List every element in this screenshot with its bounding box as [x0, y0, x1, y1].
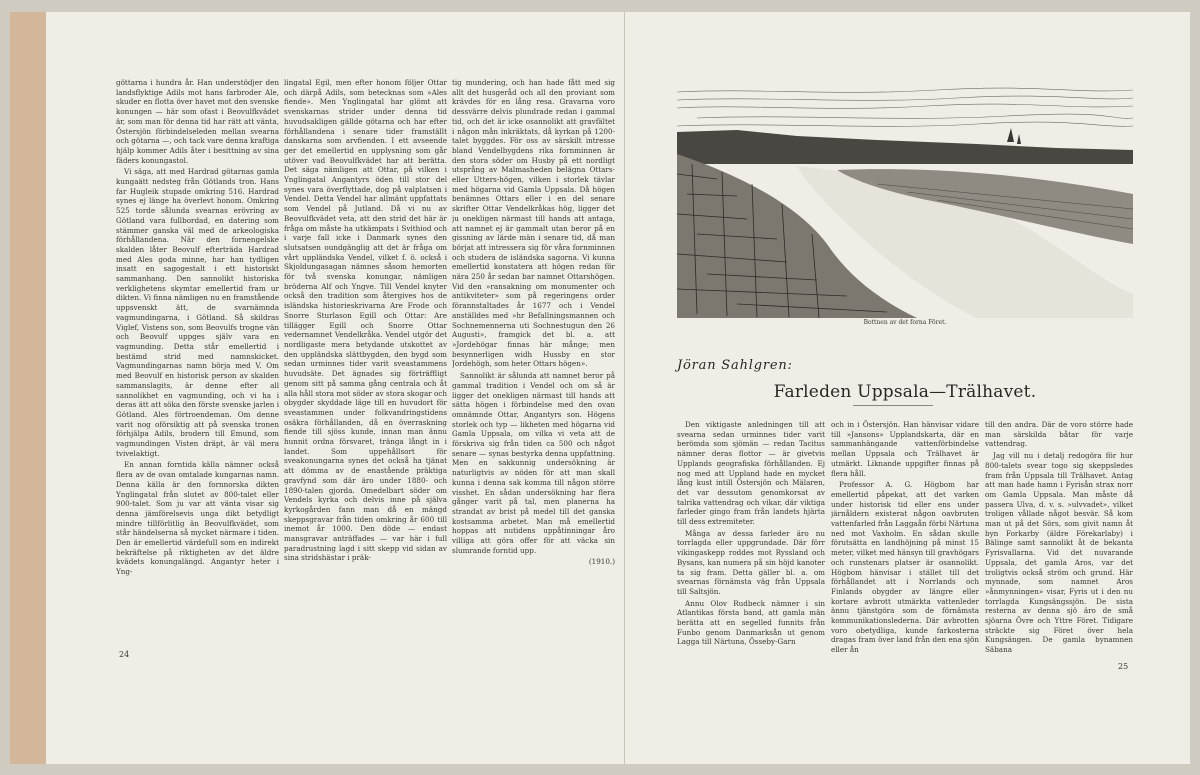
paragraph: tig mundering, och han hade fått med sig allt det husgeråd och all den proviant som krävdes för en lång resa. Gravarna voro dessvärre delvis plundrade redan i gammal tid, och det är icke osannolikt att gravfältet i någon mån inkräktats, då kyrkan på 1200-talet byggdes. För oss av särskilt intresse bland Vendelbygdens rika fornminnen är den stora söder om Husby på ett nordligt utsprång av Malmasheden belägna Ottars- eller Utters-högen, vilken i storlek tävlar med högarna vid Gamla Uppsala. Då högen benämnes Ottars eller i en del senare skrifter Ottar Vendelkråkas hög, ligger det ju onekligen närmast till hands att antaga, att namnet ej är gammalt utan beror på en gissning av lärde män i senare tid, då man börjat att intressera sig för våra fornminnen och studera de isländska sagorna. Vi kunna emellertid konstatera att högen redan för nära 250 år sedan bar namnet Ottarshögen. Vid den »ransakning om monumenter och antikviteter» som på regeringens order förannstaltades år 1677 och i Vendel anställdes med »hr Befallningsmannen och Sochnemennerna uti Sochnestugun den 26 Augusti», framgick det bl. a. att »Jordehögar finnas här månge; men besynnerligen widh Hussby en stor Jordehögh, som heter Ottars högen».	[452, 78, 615, 369]
left-column-1	[116, 78, 279, 638]
paragraph: Många av dessa farleder äro nu torrlagda eller uppgrundade. Där förr vikingaskepp roddes mot Ryssland och Bysans, kan numera på sin höjd kanoter ta sig fram. Detta gäller bl. a. om svearnas förnämsta väg från Uppsala till Saltsjön.	[677, 528, 825, 596]
paragraph: En annan forntida källa nämner också flera av de ovan omtalade kungarnas namn. Denna källa är den fornnorska dikten Ynglingatal från slutet av 800-talet eller 900-talet. Som ju var att vänta visar sig denna jämförelsevis unga dikt betydligt mindre tillförlitlig än Beovulfkvädet, som står händelserna så mycket närmare i tiden. Den är emellertid värdefull som en indirekt bekräftelse på riktigheten av det äldre kvädets konungalängd. Angantyr heter i Yng-	[116, 460, 279, 577]
paragraph: lingatal Egil, men efter honom följer Ottar och därpå Adils, som betecknas som »Ales fiende». Men Ynglingatal har glömt att svenskarnas strider under denna tid huvudsakligen gällde götarna och har efter förhållandena i senare tider framställt danskarna som arvfienden. I ett avseende ger det emellertid en upplysning som går utöver vad Beovulfkvädet har att berätta. Det säga nämligen att Ottar, på vilken i Ynglingatal Angantyrs öden till stor del synes vara överflyttade, dog på valplatsen i Vendel. Detta Vendel har allmänt uppfattats som Vendel på Jutland. Då vi nu av Beovulfkvädet veta, att den strid det här är fråga om måste ha utkämpats i Svithiod och i varje fall icke i Danmark synes den slutsatsen oundgänglig att det är fråga om vårt uppländska Vendel, vilket f. ö. också i Skjoldungasagan nämnes såsom hemorten för två svenska konungar, nämligen bröderna Alf och Yngve. Till Vendel knyter också den tradition som återgives hos de isländska historieskrivarna Are Frode och Snorre Sturlason Egill och Ottar: Are tillägger Egill och Snorre Ottar vedernamnet Vendelkråka. Vendel utgör det nordligaste mera betydande utskottet av den uppländska slättbygden, den bygd som sedan urminnes tider varit sveastammens huvudsäte. Det ägnades sig förträffligt genom sitt på samma gång centrala och åt alla håll stora mot söder av stora skogar och obygder skyddade läge till en huvudort för sveastammen under folkvandringstidens osäkra förhållanden, då en överraskning fiende till sjöss kunde, innan man ännu hunnit ordna försvaret, tränga långt in i landet. Som uppehållsort för sveakonungarna synes det också ha tjänat att dömma av de enastående präktiga gravfynd som där äro under 1880- och 1890-talen gjorda. Omedelbart söder om Vendels kyrka och delvis inne på själva kyrkogården fann man då en mängd skeppsgravar från tiden omkring år 600 till inemot år 1000. Den döde — endast mansgravar anträffades — var här i full paradrustning lagd i sitt skepp vid sidan av sina stridshästar i präk-	[284, 78, 447, 563]
paragraph: Sannolikt är sålunda att namnet beror på gammal tradition i Vendel och om så är ligger det onekligen närmast till hands att sätta högen i förbindelse med den ovan omnämnde Ottar, Angantyrs son. Högens storlek och typ — likheten med högarna vid Gamla Uppsala, om vilka vi veta att de förskriva sig från tiden ca 500 och något senare — synas bestyrka denna uppfattning. Men en sakkunnig undersökning är naturligtvis av nöden för att man skall kunna i denna sak komma till någon större visshet. En sådan undersökning har flera gånger varit på tal, men planerna ha strandat av brist på medel till det ganska kostsamma arbetet. Man må emellertid hoppas att nutidens uppåtinningar åro villiga att göra offer för att väcka sin slumrande forntid upp.	[452, 371, 615, 555]
author-name: Jöran Sahlgren:	[677, 358, 793, 373]
paragraph: till den andra. Där de voro större hade man särskilda båtar för varje vattendrag.	[985, 420, 1133, 449]
article-title: Farleden Uppsala—Trälhavet.	[773, 382, 1037, 402]
paragraph: Professor A. G. Högbom har emellertid påpekat, att det varken under historisk tid eller ens under järnåldern existerat någon oavbruten vattenfarled från Laggaån förbi Närtuna ned mot Vaxholm. En sådan skulle förutsätta en landhöjning på minst 15 meter, vilket med hänsyn till gravhögars och runstenars platser är osannolikt. Högbom hänvisar i stället till det förhållandet att i Norrlands och Finlands obygder av längre eller kortare avbrott utmärkta vattenleder ännu tjänstgöra som de förnämsta kommunikationslederna. Där avbrotten voro obetydliga, kunde farkosterna dragas fram över land från den ena sjön eller ån	[831, 480, 979, 655]
right-column-1	[677, 420, 825, 670]
page-number: 25	[1118, 662, 1129, 671]
landscape-illustration	[677, 84, 1133, 318]
right-column-3	[985, 420, 1133, 670]
signature-date: (1910.)	[588, 557, 615, 567]
left-column-2	[284, 78, 447, 638]
left-column-3	[452, 78, 615, 638]
illustration-caption: Bottnen av det forna Föret.	[863, 319, 947, 326]
right-column-2	[831, 420, 979, 670]
book-spread	[10, 12, 1190, 764]
paragraph: och in i Östersjön. Han hänvisar vidare till »Jansons» Upplandskarta, där en sammanhängande vattenförbindelse mellan Uppsala och Trälhavet är utmärkt. Liknande uppgifter finnas på flera håll.	[831, 420, 979, 478]
right-page	[625, 12, 1190, 764]
paragraph: Vi säga, att med Hardrad götarnas gamla kungaätt nedsteg från Götlands tron. Hans far Hugleik stupade omkring 516. Hardrad synes ej länge ha överlevt honom. Omkring 525 torde sålunda svearnas erövring av Götland vara fullbordad, en datering som stämmer ganska väl med de arkeologiska förhållandena. När den fornengelske skalden låter Beovulf efterträda Hardrad med Ales goda minne, har han tydligen insatt en sagogestalt i ett historiskt sammanhang. Den sannolikt historiska verklighetens skymtar emellertid fram ur dikten. Vi finna nämligen nu en framstående uppsvenskt ätt, de svarnämnda vagmundingarna, i Götland. Så skildras Viglef, Vistens son, som Beovulfs trogne vän och Beovulf uppges själv vara en vagmunding. Detta står emellertid i bestämd strid med namnskicket. Vagmundingarnas namn börja med V. Om med Beovulf en historisk person av skalden sammanslagits, är denne efter all sannolikhet en vagmunding, och vi ha i deras ätt att söka den förste svenske jarlen i Götland. Ales förtroendeman. Om denne varit nog oförsiktig att på svenska tronen förhjälpa Adils, brodern till Emund, som vagmundingen Visten dräpt, är väl mera tvivelaktigt.	[116, 167, 279, 458]
title-rule	[853, 405, 933, 406]
page-number: 24	[119, 650, 130, 659]
left-page	[46, 12, 625, 764]
paragraph: göttarna i hundra år. Han understödjer den landsflyktige Adils mot hans farbroder Ale, skuder en flotta över havet mot den svenske konungen — här som ofast i Beovulfkvädet är, som man för denna tid har rätt att vänta, Östersjön förbindelseleden mellan svearna och götarna —, och tack vare denna kraftiga hjälp kommer Adils åter i besittning av sina fäders konungastol.	[116, 78, 279, 165]
paragraph: Jag vill nu i detalj redogöra för hur 800-talets svear togo sig skeppsledes fram från Uppsala till Trälhavet. Antag att man hade hamn i Fyrisån strax norr om Gamla Uppsala. Man måste då passera Ulva, d. v. s. »ulvvadet», vilket troligen vållade något besvär. Så kom man ut på det Sörs, som givit namn åt byn Forkarby (äldre Förekarlaby) i Bälinge samt sannolikt åt de bekanta Fyrisvallarna. Vid det nuvarande Uppsala, det gamla Aros, var det troligtvis också ström och grund. Här mynnade, som namnet Aros »ånmynningen» visar, Fyris ut i den nu torrlagda Kungsängssjön. De sista resterna av denna sjö äro de små sjöarna Övre och Yttre Föret. Tidigare sträckte sig Föret över hela Kungsängen. De gamla bynamnen Säbana	[985, 451, 1133, 655]
paragraph: Annu Olov Rudbeck nämner i sin Atlantikas första band, att gamla män berätta att en segelled funnits från Funbo genom Danmarksån ut genom Lagga till Närtuna, Össeby-Garn	[677, 598, 825, 647]
paragraph: Den viktigaste anledningen till att svearna sedan urminnes tider varit berömda som sjömän — redan Tacitus nämner deras flottor — är givetvis Upplands geografiska förhållanden. Ej nog med att Uppland hade en mycket lång kust intill Östersjön och Mälaren, det var dessutom genomkorsat av talrika vattendrag och vikar, där viktiga farleder gingo fram från landets hjärta till dess extremiteter.	[677, 420, 825, 527]
book-edge	[10, 12, 46, 764]
